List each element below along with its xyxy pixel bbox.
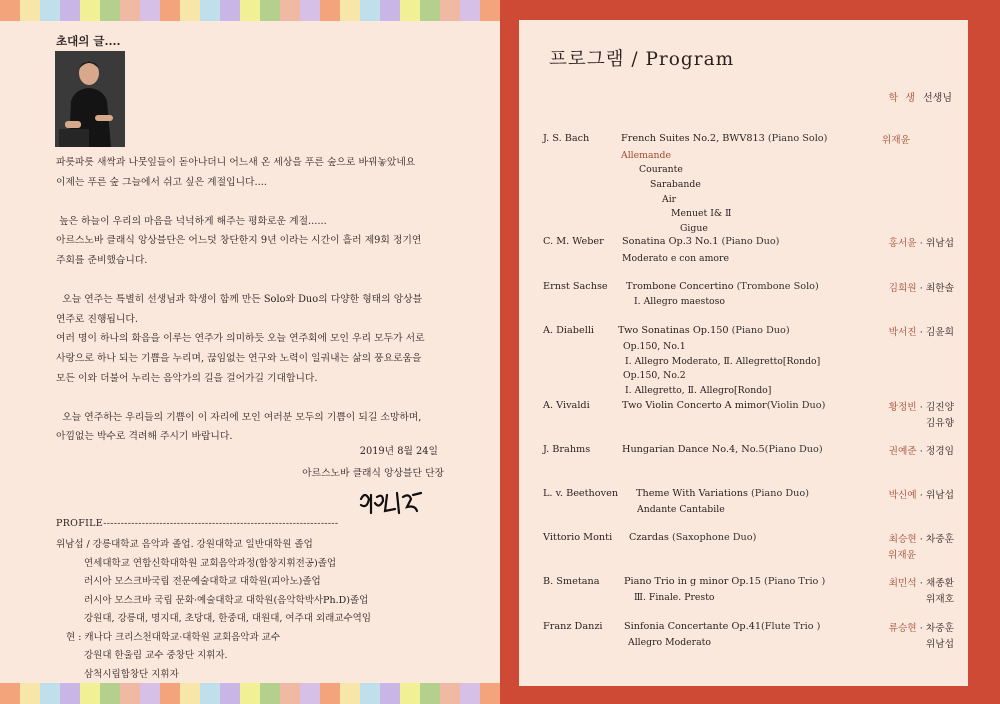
letter-line: 오늘 연주하는 우리들의 기쁨이 이 자리에 모인 여러분 모두의 기쁨이 되길 소망하며,	[56, 411, 422, 423]
movement: Moderato e con amore	[622, 253, 729, 264]
performers: 박신예 · 위남섭	[888, 490, 954, 501]
movement: Ⅲ. Finale. Presto	[634, 592, 715, 603]
invitation-letter	[56, 153, 456, 447]
letter-line: 여러 명이 하나의 화음을 이루는 연주가 의미하듯 오늘 연주회에 모인 우리 모두가 서로	[56, 333, 425, 345]
bottom-color-stripe	[0, 683, 500, 704]
profile-line: 연세대학교 연합신학대학원 교회음악과정(합창지휘전공)졸업	[84, 557, 337, 569]
profile-line: 위남섭 / 강릉대학교 음악과 졸업. 강원대학교 일반대학원 졸업	[56, 539, 313, 550]
letter-line: 연주로 진행됩니다.	[56, 313, 138, 325]
letter-line: 모든 이와 더불어 누리는 음악가의 길을 걸어가길 기대합니다.	[56, 372, 318, 384]
performers: 최민석 · 채종환 위재호	[888, 578, 954, 605]
legend-teacher: 선생님	[923, 93, 952, 104]
composer: A. Vivaldi	[543, 400, 590, 411]
letter-line: 주회를 준비했습니다.	[56, 254, 148, 266]
performers: 권예준 · 정경임	[888, 446, 954, 457]
composer: Vittorio Monti	[543, 532, 613, 543]
legend-student: 학 생	[888, 93, 918, 104]
letter-line: 파릇파릇 새싹과 나뭇잎들이 돋아나더니 어느새 온 세상을 푸른 숲으로 바꿔놓았네요	[56, 157, 416, 168]
conductor-photo	[55, 51, 125, 147]
piece-title: Czardas (Saxophone Duo)	[629, 532, 757, 543]
performers: 박서진 · 김윤희	[888, 327, 954, 338]
movement: Air	[662, 194, 677, 205]
program-page	[519, 20, 968, 686]
movement: Ⅰ. Allegretto, Ⅱ. Allegro[Rondo]	[625, 385, 772, 396]
movement: Allegro Moderato	[628, 637, 712, 648]
composer: J. Brahms	[543, 444, 591, 455]
profile-line: 강원대 한울림 교수 중창단 지휘자.	[84, 650, 228, 661]
piece-title: French Suites No.2, BWV813 (Piano Solo)	[621, 133, 828, 144]
movement: Courante	[639, 164, 683, 175]
program-title: 프로그램 / Program	[549, 49, 735, 70]
letter-line: 아르스노바 클래식 앙상블단은 어느덧 창단한지 9년 이라는 시간이 흘러 제9회 정기연	[56, 235, 422, 247]
piece-title: Piano Trio in g minor Op.15 (Piano Trio )	[624, 576, 826, 587]
performers: 류승현 · 차중훈 위남섭	[888, 623, 954, 650]
profile-line: 삼척시립합창단 지휘자	[84, 668, 179, 680]
composer: B. Smetana	[543, 576, 600, 587]
letter-line: 사랑으로 하나 되는 기쁨을 누리며, 끊임없는 연구와 노력이 일궈내는 삶의 풍요로움을	[56, 352, 422, 364]
performers: 최승현 · 차중훈 위재윤	[887, 534, 954, 561]
organization-signoff: 아르스노바 클래식 앙상블단 단장	[302, 468, 444, 479]
performers: 홍서윤 · 위남섭	[888, 238, 954, 249]
movement: Sarabande	[650, 179, 701, 190]
piece-title: Two Sonatinas Op.150 (Piano Duo)	[618, 325, 790, 336]
top-color-stripe	[0, 0, 500, 21]
profile-line: 현 : 캐나다 크리스천대학교·대학원 교회음악과 교수	[66, 631, 281, 643]
handwritten-signature	[357, 489, 427, 519]
profile-line: 강원대, 강릉대, 명지대, 초당대, 한중대, 대원대, 여주대 외래교수역임	[84, 613, 372, 624]
profile-list	[56, 536, 371, 684]
piece-title: Trombone Concertino (Trombone Solo)	[626, 281, 819, 292]
composer: Ernst Sachse	[543, 281, 608, 292]
movement: Op.150, No.2	[623, 370, 686, 381]
letter-line: 이제는 푸른 숲 그늘에서 쉬고 싶은 계절입니다....	[56, 176, 267, 188]
performers: 위재윤	[881, 135, 910, 146]
movement: Ⅰ. Allegro Moderato, Ⅱ. Allegretto[Rondo]	[625, 356, 821, 367]
composer: L. v. Beethoven	[543, 488, 619, 499]
movement: Op.150, No.1	[623, 341, 686, 352]
movement: Gigue	[680, 223, 708, 234]
letter-line: 높은 하늘이 우리의 마음을 넉넉하게 해주는 평화로운 계절......	[56, 215, 327, 227]
letter-date: 2019년 8월 24일	[359, 446, 438, 457]
letter-line: 아낌없는 박수로 격려해 주시기 바랍니다.	[56, 431, 233, 443]
performer-legend	[889, 89, 952, 104]
composer: C. M. Weber	[543, 236, 604, 247]
movement: Allemande	[621, 150, 671, 161]
piece-title: Sonatina Op.3 No.1 (Piano Duo)	[622, 236, 780, 247]
movement: Ⅰ. Allegro maestoso	[634, 296, 726, 307]
profile-line: 러시아 모스크바 국립 문화·예술대학교 대학원(음악학박사Ph.D)졸업	[84, 594, 369, 606]
composer: J. S. Bach	[543, 133, 590, 144]
performers: 황정빈 · 김진양 김유향	[888, 402, 954, 429]
piece-title: Two Violin Concerto A mimor(Violin Duo)	[622, 400, 826, 411]
profile-heading: PROFILE-------------------------------------------------------------------	[56, 518, 339, 529]
composer: A. Diabelli	[543, 325, 595, 336]
performers: 김희원 · 최한솔	[888, 283, 954, 294]
movement: Andante Cantabile	[637, 504, 725, 515]
piece-title: Theme With Variations (Piano Duo)	[636, 488, 809, 499]
invitation-title: 초대의 글....	[56, 34, 121, 48]
profile-line: 러시아 모스크바국립 전문예술대학교 대학원(피아노)졸업	[84, 576, 321, 587]
letter-line: 오늘 연주는 특별히 선생님과 학생이 함께 만든 Solo와 Duo의 다양한 형태의 앙상블	[56, 294, 423, 306]
movement: Menuet Ⅰ& Ⅱ	[671, 208, 732, 219]
piece-title: Sinfonia Concertante Op.41(Flute Trio )	[624, 621, 821, 632]
composer: Franz Danzi	[543, 621, 603, 632]
piece-title: Hungarian Dance No.4, No.5(Piano Duo)	[622, 444, 823, 455]
